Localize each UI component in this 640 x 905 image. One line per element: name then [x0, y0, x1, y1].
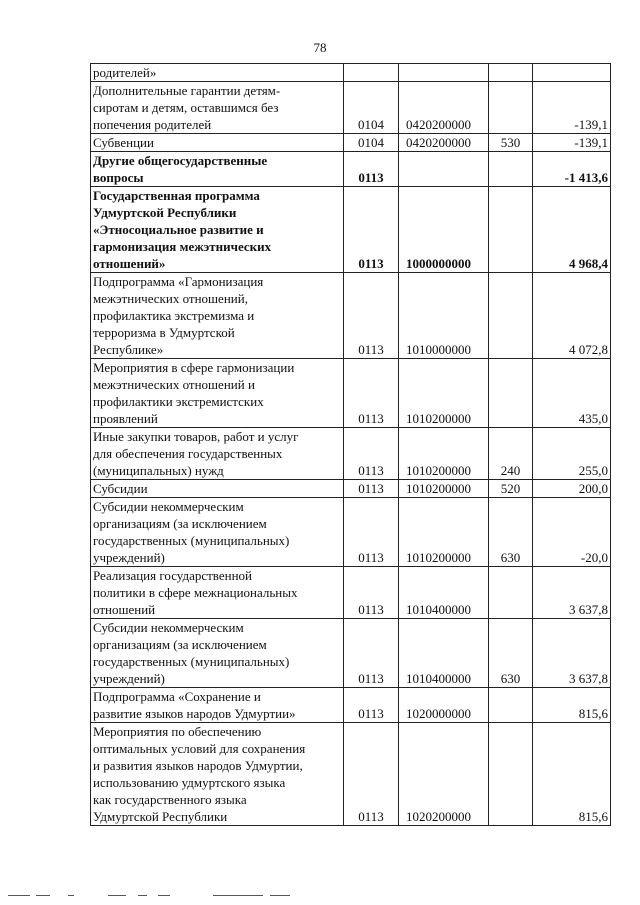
row-amount: 4 968,4: [533, 187, 611, 273]
row-name-line: Подпрограмма «Сохранение и: [93, 689, 261, 704]
row-name: [91, 567, 344, 619]
row-amount: [533, 64, 611, 82]
row-name-line: организациям (за исключением: [93, 637, 267, 652]
row-name-line: Мероприятия в сфере гармонизации: [93, 360, 295, 375]
row-expense-type-code: [489, 567, 533, 619]
row-amount: 435,0: [533, 359, 611, 428]
row-name-line: развитие языков народов Удмуртии»: [93, 706, 296, 721]
row-name-line: межэтнических отношений,: [93, 291, 248, 306]
row-name-line: Удмуртской Республики: [93, 205, 237, 220]
row-name-line: межэтнических отношений и: [93, 377, 255, 392]
row-name: [91, 152, 344, 187]
row-amount: 255,0: [533, 428, 611, 480]
scan-artifact-marks: [8, 893, 308, 899]
row-name-line: Иные закупки товаров, работ и услуг: [93, 429, 299, 444]
table-row: [91, 134, 611, 152]
row-name: [91, 498, 344, 567]
row-name: [91, 134, 344, 152]
row-name: [91, 273, 344, 359]
row-name-line: как государственного языка: [93, 792, 247, 807]
row-target-code: 1010200000: [399, 480, 489, 498]
row-name-line: использованию удмуртского языка: [93, 775, 286, 790]
row-name-line: отношений»: [93, 256, 166, 271]
row-section-code: 0113: [344, 359, 399, 428]
row-name-line: оптимальных условий для сохранения: [93, 741, 306, 756]
table-row: [91, 619, 611, 688]
row-name-line: Субвенции: [93, 135, 154, 150]
row-target-code: 1010000000: [399, 273, 489, 359]
row-name-line: Субсидии: [93, 481, 148, 496]
row-target-code: 1020200000: [399, 723, 489, 826]
table-row: [91, 480, 611, 498]
row-section-code: [344, 64, 399, 82]
table-row: [91, 187, 611, 273]
row-section-code: 0104: [344, 134, 399, 152]
row-target-code: 1010400000: [399, 567, 489, 619]
row-target-code: 1010400000: [399, 619, 489, 688]
row-section-code: 0113: [344, 723, 399, 826]
row-target-code: 1000000000: [399, 187, 489, 273]
table-row: [91, 273, 611, 359]
row-target-code: 1010200000: [399, 498, 489, 567]
table-row: [91, 152, 611, 187]
row-name-line: Субсидии некоммерческим: [93, 499, 244, 514]
row-expense-type-code: [489, 152, 533, 187]
row-amount: -1 413,6: [533, 152, 611, 187]
row-expense-type-code: [489, 359, 533, 428]
row-amount: -139,1: [533, 82, 611, 134]
row-amount: 815,6: [533, 723, 611, 826]
row-expense-type-code: 520: [489, 480, 533, 498]
row-expense-type-code: [489, 688, 533, 723]
row-section-code: 0113: [344, 428, 399, 480]
row-name-line: политики в сфере межнациональных: [93, 585, 298, 600]
row-name-line: профилактики экстремистских: [93, 394, 264, 409]
row-name-line: Другие общегосударственные: [93, 153, 268, 168]
row-expense-type-code: 630: [489, 619, 533, 688]
row-expense-type-code: [489, 723, 533, 826]
row-section-code: 0113: [344, 498, 399, 567]
row-expense-type-code: 630: [489, 498, 533, 567]
row-name: [91, 619, 344, 688]
table-row: [91, 567, 611, 619]
row-target-code: 1010200000: [399, 428, 489, 480]
row-expense-type-code: [489, 82, 533, 134]
row-name-line: Реализация государственной: [93, 568, 253, 583]
row-section-code: 0113: [344, 273, 399, 359]
row-expense-type-code: [489, 187, 533, 273]
row-name-line: Субсидии некоммерческим: [93, 620, 244, 635]
row-name-line: Дополнительные гарантии детям-: [93, 83, 281, 98]
row-name: [91, 688, 344, 723]
row-section-code: 0113: [344, 619, 399, 688]
row-name-line: Мероприятия по обеспечению: [93, 724, 262, 739]
row-amount: 4 072,8: [533, 273, 611, 359]
row-target-code: 1010200000: [399, 359, 489, 428]
row-section-code: 0113: [344, 187, 399, 273]
row-name-line: (муниципальных) нужд: [93, 463, 224, 478]
row-amount: 200,0: [533, 480, 611, 498]
row-name: [91, 480, 344, 498]
budget-table-body: [91, 64, 611, 826]
row-amount: 3 637,8: [533, 619, 611, 688]
row-section-code: 0113: [344, 152, 399, 187]
row-name: [91, 187, 344, 273]
row-name: [91, 64, 344, 82]
row-amount: 815,6: [533, 688, 611, 723]
row-expense-type-code: 240: [489, 428, 533, 480]
table-row: [91, 64, 611, 82]
row-name: [91, 359, 344, 428]
row-name-line: Подпрограмма «Гармонизация: [93, 274, 264, 289]
row-section-code: 0113: [344, 480, 399, 498]
row-name-line: проявлений: [93, 411, 158, 426]
row-name-line: попечения родителей: [93, 117, 212, 132]
row-expense-type-code: [489, 64, 533, 82]
table-row: [91, 688, 611, 723]
row-section-code: 0113: [344, 567, 399, 619]
row-name-line: Государственная программа: [93, 188, 260, 203]
row-expense-type-code: [489, 273, 533, 359]
row-name-line: государственных (муниципальных): [93, 654, 290, 669]
row-name: [91, 428, 344, 480]
table-row: [91, 82, 611, 134]
row-target-code: 0420200000: [399, 82, 489, 134]
budget-table: [90, 63, 611, 826]
row-name-line: и развития языков народов Удмуртии,: [93, 758, 303, 773]
row-name-line: учреждений): [93, 550, 165, 565]
page-number: 78: [313, 40, 327, 55]
row-name-line: Удмуртской Республики: [93, 809, 228, 824]
row-section-code: 0113: [344, 688, 399, 723]
row-target-code: 0420200000: [399, 134, 489, 152]
row-target-code: [399, 64, 489, 82]
table-row: [91, 359, 611, 428]
row-amount: -20,0: [533, 498, 611, 567]
row-name-line: профилактика экстремизма и: [93, 308, 255, 323]
row-name: [91, 723, 344, 826]
table-row: [91, 498, 611, 567]
row-name-line: сиротам и детям, оставшимся без: [93, 100, 279, 115]
row-name-line: вопросы: [93, 170, 144, 185]
row-name-line: терроризма в Удмуртской: [93, 325, 235, 340]
row-name-line: государственных (муниципальных): [93, 533, 290, 548]
table-row: [91, 428, 611, 480]
row-amount: -139,1: [533, 134, 611, 152]
row-name-line: отношений: [93, 602, 156, 617]
row-name: [91, 82, 344, 134]
table-row: [91, 723, 611, 826]
row-name-line: гармонизация межэтнических: [93, 239, 272, 254]
row-amount: 3 637,8: [533, 567, 611, 619]
row-name-line: «Этносоциальное развитие и: [93, 222, 264, 237]
row-name-line: Республике»: [93, 342, 164, 357]
row-name-line: родителей»: [93, 65, 157, 80]
row-name-line: учреждений): [93, 671, 165, 686]
row-target-code: [399, 152, 489, 187]
row-target-code: 1020000000: [399, 688, 489, 723]
row-name-line: организациям (за исключением: [93, 516, 267, 531]
row-expense-type-code: 530: [489, 134, 533, 152]
row-name-line: для обеспечения государственных: [93, 446, 283, 461]
row-section-code: 0104: [344, 82, 399, 134]
